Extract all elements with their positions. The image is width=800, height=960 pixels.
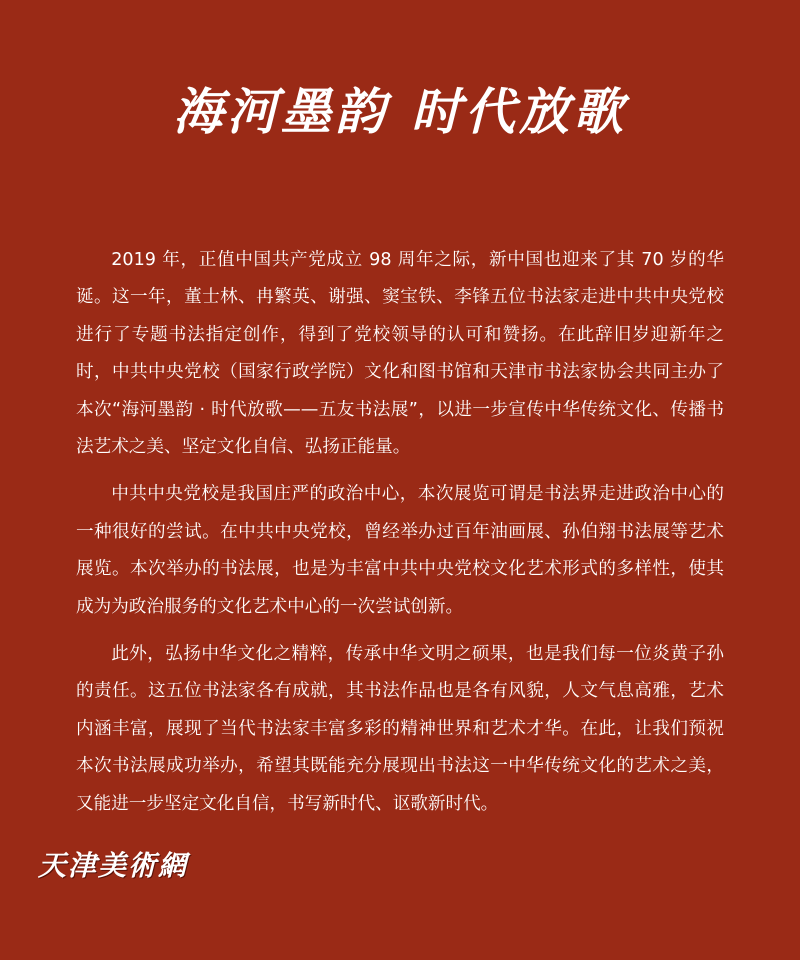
article-body bbox=[76, 242, 724, 833]
paragraph-1: 2019 年，正值中国共产党成立 98 周年之际，新中国也迎来了其 70 岁的华诞。这一年，董士林、冉繁英、谢强、窦宝铁、李锋五位书法家走进中共中央党校进行了专题书法指定创作，得到了党校领导的认可和赞扬。在此辞旧岁迎新年之时，中共中央党校（国家行政学院）文化和图书馆和天津市书法家协会共同主办了本次“海河墨韵 · 时代放歌——五友书法展”，以进一步宣传中华传统文化、传播书法艺术之美、坚定文化自信、弘扬正能量。 bbox=[76, 250, 724, 458]
paragraph-3: 此外，弘扬中华文化之精粹，传承中华文明之硕果，也是我们每一位炎黄子孙的责任。这五位书法家各有成就，其书法作品也是各有风貌，人文气息高雅，艺术内涵丰富，展现了当代书法家丰富多彩的精神世界和艺术才华。在此，让我们预祝本次书法展成功举办，希望其既能充分展现出书法这一中华传统文化的艺术之美，又能进一步坚定文化自信，书写新时代、讴歌新时代。 bbox=[76, 644, 724, 814]
title-part-1: 海河墨韵 bbox=[173, 82, 389, 141]
calligraphy-title bbox=[0, 72, 800, 144]
title-part-2: 时代放歌 bbox=[411, 82, 627, 141]
paragraph-2: 中共中央党校是我国庄严的政治中心，本次展览可谓是书法界走进政治中心的一种很好的尝试。在中共中央党校，曾经举办过百年油画展、孙伯翔书法展等艺术展览。本次举办的书法展，也是为丰富中共中央党校文化艺术形式的多样性，使其成为为政治服务的文化艺术中心的一次尝试创新。 bbox=[76, 484, 724, 617]
site-watermark-logo: 天津美術網 bbox=[38, 849, 189, 882]
